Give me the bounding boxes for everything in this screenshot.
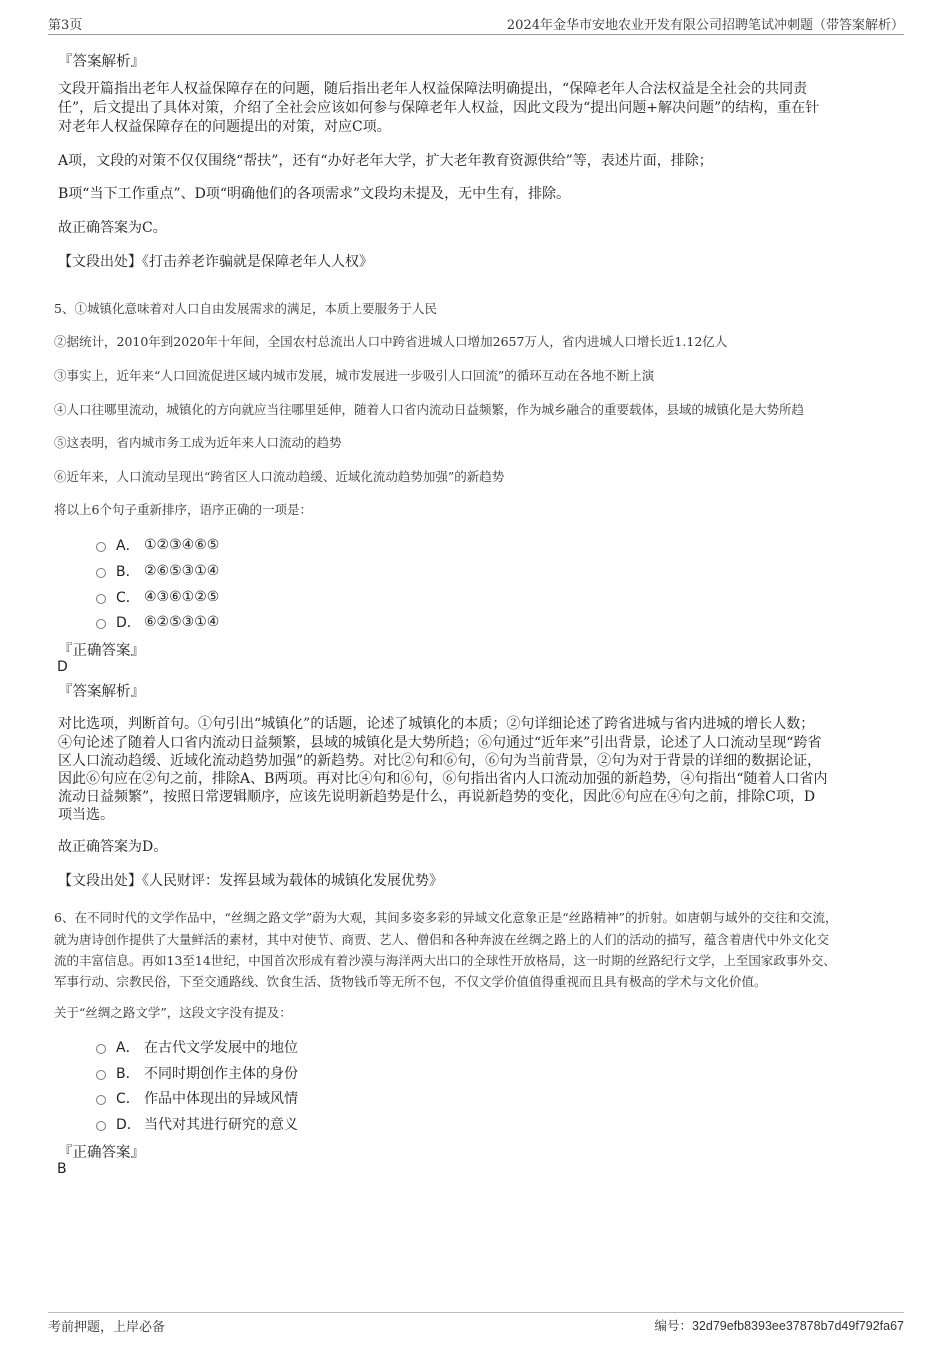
correct-answer-label: 『正确答案』 — [58, 643, 145, 659]
option-d[interactable]: D． ⑥②⑤③①④ — [96, 612, 219, 632]
radio-icon[interactable] — [96, 619, 106, 629]
question-5-sentence-3: ③事实上，近年来“人口回流促进区域内城市发展，城市发展进一步吸引人口回流”的循环互动在各地不断上演 — [54, 368, 655, 383]
analysis-option-a: A项，文段的对策不仅仅围绕“帮扶”，还有“办好老年大学，扩大老年教育资源供给”等，表述片面，排除； — [58, 153, 713, 169]
analysis-line: 区人口流动趋缓、近域化流动趋势加强”的新趋势。对比②句和⑥句，⑥句为当前背景，②句为对于背景的详细的数据论证， — [58, 753, 822, 769]
option-c[interactable]: C． ④③⑥①②⑤ — [96, 587, 219, 607]
radio-icon[interactable] — [96, 568, 106, 578]
question-5-sentence-5: ⑤这表明，省内城市务工成为近年来人口流动的趋势 — [54, 435, 342, 450]
option-a[interactable]: A． ①②③④⑥⑤ — [96, 535, 219, 555]
correct-answer-label: 『正确答案』 — [58, 1145, 145, 1161]
correct-answer: D — [57, 659, 68, 675]
option-c[interactable]: C． 作品中体现出的异域风情 — [96, 1088, 298, 1108]
source-citation: 【文段出处】《人民财评：发挥县域为载体的城镇化发展优势》 — [58, 873, 443, 889]
page-footer — [48, 1312, 904, 1335]
question-5-prompt: 将以上6个句子重新排序，语序正确的一项是： — [54, 502, 312, 517]
radio-icon[interactable] — [96, 542, 106, 552]
analysis-line: 项当选。 — [58, 807, 114, 823]
conclusion: 故正确答案为D。 — [58, 839, 168, 855]
analysis-line: 流动日益频繁”，按照日常逻辑顺序，应该先说明新趋势是什么，再说新趋势的变化，因此⑥句应在④句之前，排除C项，D — [58, 789, 816, 805]
question-5-sentence-6: ⑥近年来，人口流动呈现出“跨省区人口流动趋缓、近域化流动趋势加强”的新趋势 — [54, 469, 505, 484]
radio-icon[interactable] — [96, 1070, 106, 1080]
question-5-sentence-1: 5、①城镇化意味着对人口自由发展需求的满足，本质上要服务于人民 — [54, 301, 437, 316]
analysis-option-bd: B项“当下工作重点”、D项“明确他们的各项需求”文段均未提及，无中生有，排除。 — [58, 186, 571, 202]
option-a[interactable]: A． 在古代文学发展中的地位 — [96, 1037, 298, 1057]
option-b[interactable]: B． 不同时期创作主体的身份 — [96, 1063, 298, 1083]
radio-icon[interactable] — [96, 1044, 106, 1054]
analysis-line: 因此⑥句应在②句之前，排除A、B两项。再对比④句和⑥句，⑥句指出省内人口流动加强的新趋势，④句指出“随着人口省内 — [58, 771, 828, 787]
question-6-text-line: 就为唐诗创作提供了大量鲜活的素材，其中对使节、商贾、艺人、僧侣和各种奔波在丝绸之路上的人们的活动的描写，蕴含着唐代中外文化交 — [54, 932, 830, 947]
analysis-line: 对比选项，判断首句。①句引出“城镇化”的话题，论述了城镇化的本质；②句详细论述了跨省进城与省内进城的增长人数； — [58, 716, 815, 732]
analysis-line: 对老年人权益保障存在的问题提出的对策，对应C项。 — [58, 119, 391, 135]
radio-icon[interactable] — [96, 594, 106, 604]
radio-icon[interactable] — [96, 1095, 106, 1105]
conclusion: 故正确答案为C。 — [58, 220, 167, 236]
option-d[interactable]: D． 当代对其进行研究的意义 — [96, 1114, 298, 1134]
source-citation: 【文段出处】《打击养老诈骗就是保障老年人人权》 — [58, 254, 373, 270]
question-5-sentence-2: ②据统计，2010年到2020年十年间，全国农村总流出人口中跨省进城人口增加2657万人，省内进城人口增长近1.12亿人 — [54, 334, 728, 349]
document-code: 编号：32d79efb8393ee37878b7d49f792fa67 — [654, 1318, 904, 1333]
footer-slogan: 考前押题，上岸必备 — [48, 1320, 166, 1335]
analysis-line: ④句论述了随着人口省内流动日益频繁，县域的城镇化是大势所趋；⑥句通过“近年来”引出背景，论述了人口流动呈现“跨省 — [58, 735, 822, 751]
correct-answer: B — [57, 1161, 67, 1177]
radio-icon[interactable] — [96, 1121, 106, 1131]
analysis-line: 任”，后文提出了具体对策，介绍了全社会应该如何参与保障老年人权益，因此文段为“提出问题+解决问题”的结构，重在针 — [58, 100, 820, 116]
option-b[interactable]: B． ②⑥⑤③①④ — [96, 561, 219, 581]
page-header — [48, 14, 904, 35]
analysis-label-4: 『答案解析』 — [58, 54, 145, 70]
question-6-prompt: 关于“丝绸之路文学”，这段文字没有提及： — [54, 1005, 292, 1020]
question-6-text-line: 军事行动、宗教民俗，下至交通路线、饮食生活、货物钱币等无所不包，不仅文学价值值得重视而且具有极高的学术与文化价值。 — [54, 974, 767, 989]
question-6-text-line: 流的丰富信息。再如13至14世纪，中国首次形成有着沙漠与海洋两大出口的全球性开放格局，这一时期的丝路纪行文学，上至国家政事外交、 — [54, 953, 836, 968]
analysis-line: 文段开篇指出老年人权益保障存在的问题，随后指出老年人权益保障法明确提出，“保障老年人合法权益是全社会的共同责 — [58, 81, 808, 97]
analysis-label-5: 『答案解析』 — [58, 684, 145, 700]
question-6-text-line: 6、在不同时代的文学作品中，“丝绸之路文学”蔚为大观，其间多姿多彩的异域文化意象正是“丝路精神”的折射。如唐朝与域外的交往和交流， — [54, 910, 838, 925]
document-title: 2024年金华市安地农业开发有限公司招聘笔试冲刺题（带答案解析） — [506, 18, 904, 33]
page-number: 第3页 — [48, 18, 83, 33]
question-5-sentence-4: ④人口往哪里流动，城镇化的方向就应当往哪里延伸，随着人口省内流动日益频繁，作为城乡融合的重要载体，县域的城镇化是大势所趋 — [54, 402, 805, 417]
